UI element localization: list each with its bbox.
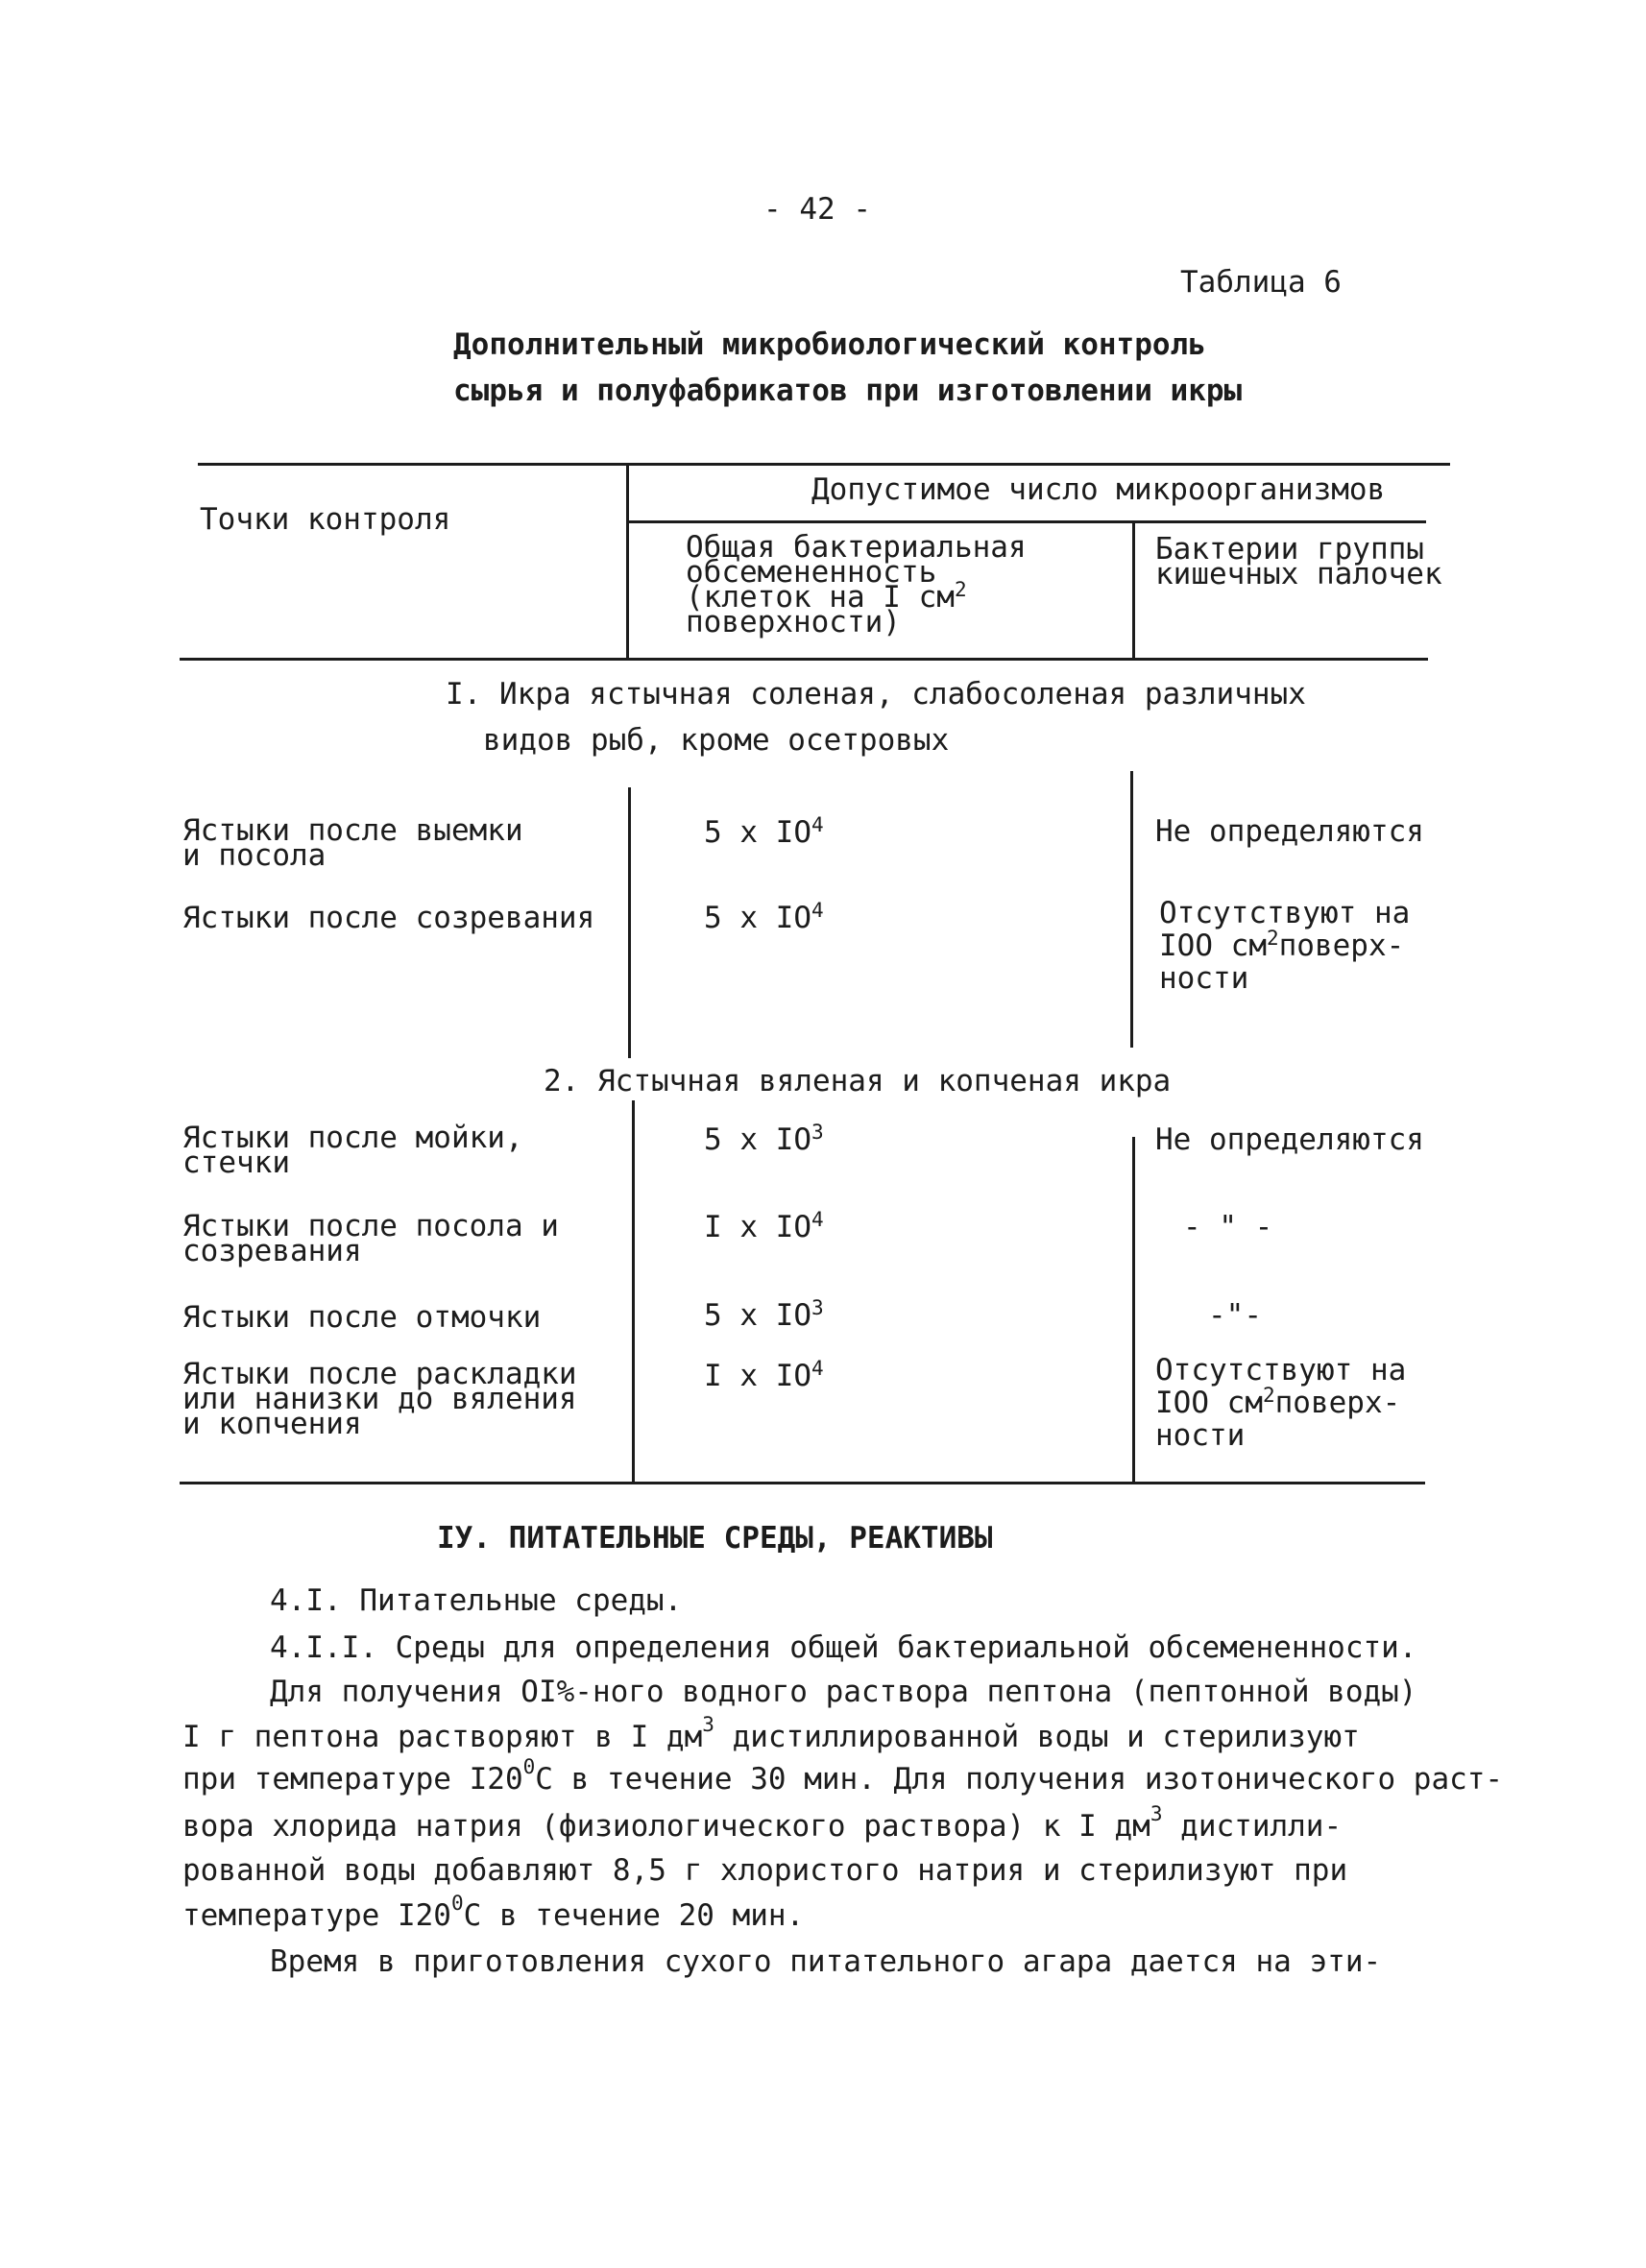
value-total: 5 х $IO^4$ [704,813,824,850]
value-total: I х $IO^4$ [704,1357,824,1393]
table-row: Ястыки после мойки, стечки [182,1121,523,1180]
value-coliform: Отсутствуют на IOO $см^2поверх-$ ности [1155,1353,1407,1453]
superscript-2: 2 [954,578,967,601]
value-total: I х $IO^4$ [704,1208,824,1244]
allowed-group-rule [629,520,1426,523]
table-row: Ястыки после созревания [182,901,595,935]
table-top-rule [198,463,1450,466]
value-total: 5 х $IO^3$ [704,1296,824,1333]
paragraph-line: при температуре $I20^0C$ в течение 30 мин. Для получения изотонического раст- [182,1755,1504,1797]
table-row: Ястыки после выемки и посола [182,813,523,873]
paragraph-line: Для получения ОI%-ного водного раствора пептона (пептонной воды) [270,1675,1417,1709]
header-bottom-rule [180,658,1428,661]
table-bottom-rule [180,1482,1425,1484]
value-coliform: -"- [1208,1298,1262,1333]
header-control-points: Точки контроля [200,502,451,537]
section2-col-divider-left [632,1100,635,1484]
paragraph-line: рованной воды добавляют 8,5 г хлористого натрия и стерилизуют при [182,1853,1348,1888]
value-total: 5 х $IO^3$ [704,1121,824,1157]
paragraph-line: Время в приготовления сухого питательного агара дается на эти- [270,1944,1382,1979]
section-title: видов рыб, кроме осетровых [483,723,950,758]
value-coliform: Не определяются [1155,1122,1424,1157]
header-total-contamination: Общая бактериальная обсемененность (клеток на I $см^2$ поверхности) [686,530,1027,639]
value-coliform: Не определяются [1155,814,1424,849]
value-coliform: Отсутствуют на IOO $см^2поверх-$ ности [1159,896,1411,996]
table-label: Таблица 6 [1180,265,1342,300]
header-allowed-count: Допустимое число микроорганизмов [811,472,1386,507]
table-row: Ястыки после раскладки или нанизки до вяления и копчения [182,1357,577,1441]
paragraph-line: I г пептона растворяют в I $дм^3$ дистиллированной воды и стерилизуют [182,1713,1360,1754]
section-title: I. Икра ястычная соленая, слабосоленая различных [446,677,1306,712]
paragraph-line: температуре $I20^0C$ в течение 20 мин. [182,1892,805,1933]
paragraph-line: вора хлорида натрия (физиологического раствора) к I $дм^3$ дистилли- [182,1802,1343,1844]
section1-col-divider-left [628,787,631,1058]
table-header-divider [626,465,629,660]
section-title: 2. Ястычная вяленая и копченая икра [544,1064,1172,1098]
subheader-divider [1132,522,1135,660]
table-row: Ястыки после отмочки [182,1300,542,1335]
page-number: - 42 - [763,192,871,227]
value-coliform: - " - [1183,1210,1273,1244]
table-row: Ястыки после посола и созревания [182,1209,559,1268]
chapter-heading: IУ. ПИТАТЕЛЬНЫЕ СРЕДЫ, РЕАКТИВЫ [437,1521,993,1556]
section2-col-divider-right [1132,1137,1135,1484]
table-title-line1: Дополнительный микробиологический контроль [453,327,1206,362]
table-title-line2: сырья и полуфабрикатов при изготовлении икры [453,374,1243,408]
section1-col-divider-right [1130,771,1133,1048]
value-total: 5 х $IO^4$ [704,899,824,935]
header-coliform: Бактерии группы кишечных палочек [1155,532,1442,591]
subsection-heading: 4.I.I. Среды для определения общей бактериальной обсемененности. [270,1630,1417,1665]
subsection-heading: 4.I. Питательные среды. [270,1583,683,1618]
